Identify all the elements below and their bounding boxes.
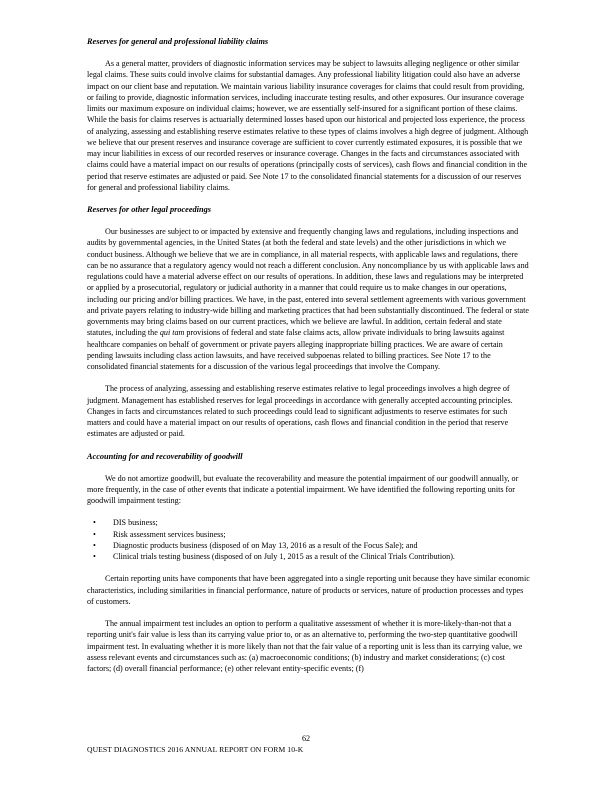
list-item-text: Diagnostic products business (disposed of on May 13, 2016 as a result of the Focus Sale); and	[113, 540, 418, 550]
heading-legal-proceedings: Reserves for other legal proceedings	[87, 205, 211, 214]
reporting-units-list	[87, 517, 530, 562]
text-run: provisions of federal and state false claims acts, allow private individuals to bring lawsuits against healthcare companies on behalf of government or private payers alleging inappropriate billing practices. We are aware of certain pending lawsuits including class action lawsuits, and have received subpoenas related to billing practices. See Note 17 to the consolidated financial statements for a discussion of the various legal proceedings that involve the Company.	[87, 328, 505, 371]
paragraph	[87, 226, 530, 372]
paragraph: We do not amortize goodwill, but evaluate the recoverability and measure the potential impairment of our goodwill annually, or more frequently, in the case of other events that indicate a potential impairment. We have identified the following reporting units for goodwill impairment testing:	[87, 473, 519, 505]
bullet-glyph: •	[93, 540, 96, 550]
bullet-glyph: •	[93, 552, 96, 561]
page-number: 62	[301, 734, 311, 743]
page-footer: QUEST DIAGNOSTICS 2016 ANNUAL REPORT ON FORM 10-K	[87, 745, 304, 754]
list-item	[87, 517, 530, 528]
page-content	[87, 36, 530, 685]
paragraph: The process of analyzing, assessing and establishing reserve estimates relative to legal proceedings involves a high degree of judgment. Management has established reserves for legal proceedings in accordance with generally accepted accounting principles. Changes in facts and circumstances related to such proceedings could lead to significant adjustments to reserve estimates for such matters and could have a material impact on our results of operations, cash flows and financial condition in the period that reserve estimates are adjusted or paid.	[87, 384, 513, 439]
paragraph: Certain reporting units have components that have been aggregated into a single reporting unit because they have similar economic characteristics, including similarities in financial performance, nature of products or services, nature of production processes and types of customers.	[87, 574, 530, 606]
heading-general-liability: Reserves for general and professional liability claims	[87, 37, 269, 46]
text-run: Our businesses are subject to or impacted by extensive and frequently changing laws and regulations, including inspections and audits by governmental agencies, in the United States (at both the federal and state levels) and the other jurisdictions in which we conduct business. Although we believe that we are in compliance, in all material respects, with applicable laws and regulations, there can be no assurance that a regulatory agency would not reach a different conclusion. Any noncompliance by us with applicable laws and regulations could have a material adverse effect on our results of operations. In addition, these laws and regulations may be interpreted or applied by a prosecutorial, regulatory or judicial authority in a manner that could require us to make changes in our operations, including our pricing and/or billing practices. We have, in the past, entered into several settlement agreements with various government and private payers relating to industry-wide billing and marketing practices that had been substantially discontinued. The federal or state governments may bring claims based on our current practices, which we believe are lawful. In addition, certain federal and state statutes, including the	[87, 227, 529, 338]
paragraph: The annual impairment test includes an option to perform a qualitative assessment of whether it is more-likely-than-not that a reporting unit's fair value is less than its carrying value prior to, or as an alternative to, performing the two-step quantitative goodwill impairment test. In evaluating whether it is more likely than not that the fair value of a reporting unit is less than its carrying value, we assess relevant events and circumstances such as: (a) macroeconomic conditions; (b) industry and market considerations; (c) cost factors; (d) overall financial performance; (e) other relevant entity-specific events; (f)	[87, 619, 523, 673]
list-item	[87, 551, 530, 562]
italic-text-run: qui tam	[159, 328, 185, 338]
list-item-text: Clinical trials testing business (disposed of on July 1, 2015 as a result of the Clinical Trials Contribution).	[113, 552, 455, 561]
list-item	[87, 529, 530, 540]
list-item-text: Risk assessment services business;	[113, 529, 226, 539]
bullet-glyph: •	[93, 518, 96, 528]
paragraph: As a general matter, providers of diagnostic information services may be subject to lawsuits alleging negligence or other similar legal claims. These suits could involve claims for substantial damages. Any professional liability litigation could also have an adverse impact on our client base and reputation. We maintain various liability insurance coverages for claims that could result from providing, or failing to provide, diagnostic information services, including inaccurate testing results, and other exposures. Our insurance coverage limits our maximum exposure on individual claims; however, we are essentially self-insured for a significant portion of these claims. While the basis for claims reserves is actuarially determined losses based upon our historical and projected loss experience, the process of analyzing, assessing and establishing reserve estimates relative to these types of claims involves a high degree of judgment. Although we believe that our present reserves and insurance coverage are sufficient to cover currently estimated exposures, it is possible that we may incur liabilities in excess of our recorded reserves or insurance coverage. Changes in the facts and circumstances associated with claims could have a material impact on our results of operations (principally costs of services), cash flows and financial condition in the period that reserve estimates are adjusted or paid. See Note 17 to the consolidated financial statements for a discussion of our reserves for general and professional liability claims.	[87, 59, 529, 192]
list-item-text: DIS business;	[113, 518, 158, 528]
heading-goodwill: Accounting for and recoverability of goodwill	[87, 451, 243, 461]
bullet-glyph: •	[93, 529, 96, 539]
list-item	[87, 540, 530, 551]
